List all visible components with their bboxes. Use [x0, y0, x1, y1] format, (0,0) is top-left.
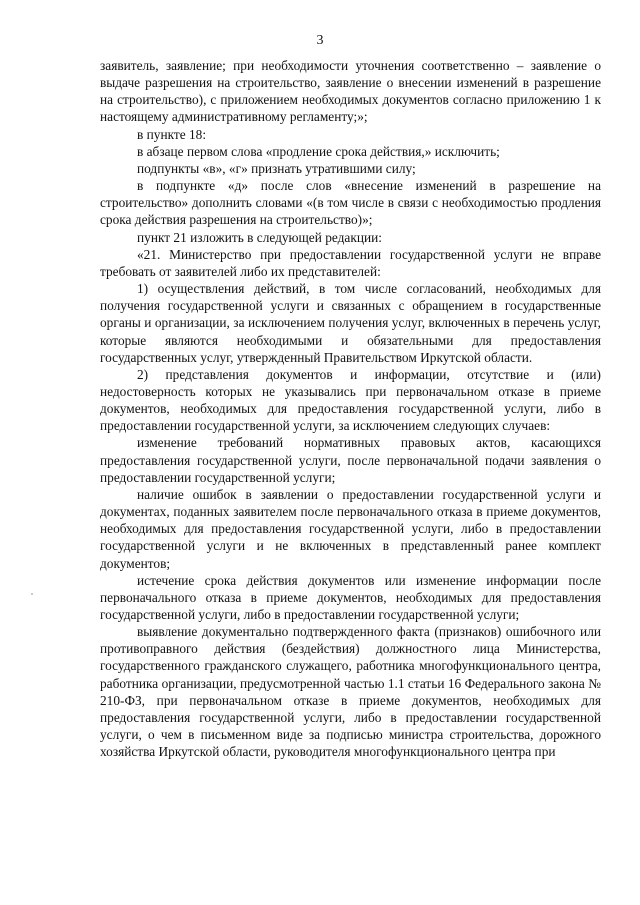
paragraph: «21. Министерство при предоставлении государственной услуги не вправе требовать от заявителей либо их представителей:: [100, 246, 601, 279]
paragraph: 2) представления документов и информации, отсутствие и (или) недостоверность которых не указывались при первоначальном отказе в приеме документов, необходимых для предоставления государственной услуги, либо в предоставлении государственной услуги, за исключением следующих случаев:: [100, 366, 601, 434]
scan-speck: [31, 593, 33, 595]
paragraph: в подпункте «д» после слов «внесение изменений в разрешение на строительство» дополнить словами «(в том числе в связи с необходимостью продления срока действия разрешения на строительство)»;: [100, 178, 601, 228]
paragraph: наличие ошибок в заявлении о предоставлении государственной услуги и документах, поданных заявителем после первоначального отказа в приеме документов, необходимых для предоставления государственной услуги, либо в предоставлении государственной услуги и не включенных в представленный ранее комплект документов;: [100, 486, 601, 571]
paragraph: заявитель, заявление; при необходимости уточнения соответственно – заявление о выдаче разрешения на строительство, заявление о внесении изменений в разрешение на строительство), с приложением необходимых документов согласно приложению 1 к настоящему административному регламенту;»;: [100, 58, 601, 125]
page-number: 3: [316, 33, 324, 48]
paragraph: выявление документально подтвержденного факта (признаков) ошибочного или противоправного действия (бездействия) должностного лица Министерства, государственного гражданского служащего, работника многофункционального центра, работника организации, предусмотренной частью 1.1 статьи 16 Федерального закона № 210-ФЗ, при первоначальном отказе в приеме документов, необходимых для предоставления государственной услуги, либо в предоставлении государственной услуги, о чем в письменном виде за подписью министра строительства, дорожного хозяйства Иркутской области, руководителя многофункционального центра при: [100, 624, 601, 760]
paragraph: в абзаце первом слова «продление срока действия,» исключить;: [137, 143, 500, 159]
paragraph: пункт 21 изложить в следующей редакции:: [137, 229, 382, 245]
paragraph: в пункте 18:: [137, 126, 207, 142]
paragraph: изменение требований нормативных правовых актов, касающихся предоставления государственной услуги, после первоначальной подачи заявления о предоставлении государственной услуги;: [100, 435, 601, 485]
paragraph: истечение срока действия документов или изменение информации после первоначального отказа в приеме документов, необходимых для предоставления государственной услуги, либо в предоставлении государственной услуги;: [100, 572, 601, 622]
paragraph: 1) осуществления действий, в том числе согласований, необходимых для получения государственной услуги и связанных с обращением в государственные органы и организации, за исключением получения услуг, включенных в перечень услуг, которые являются необходимыми и обязательными для предоставления государственных услуг, утвержденный Правительством Иркутской области.: [100, 281, 601, 365]
paragraph: подпункты «в», «г» признать утратившими силу;: [137, 160, 416, 176]
document-body: [100, 57, 601, 760]
